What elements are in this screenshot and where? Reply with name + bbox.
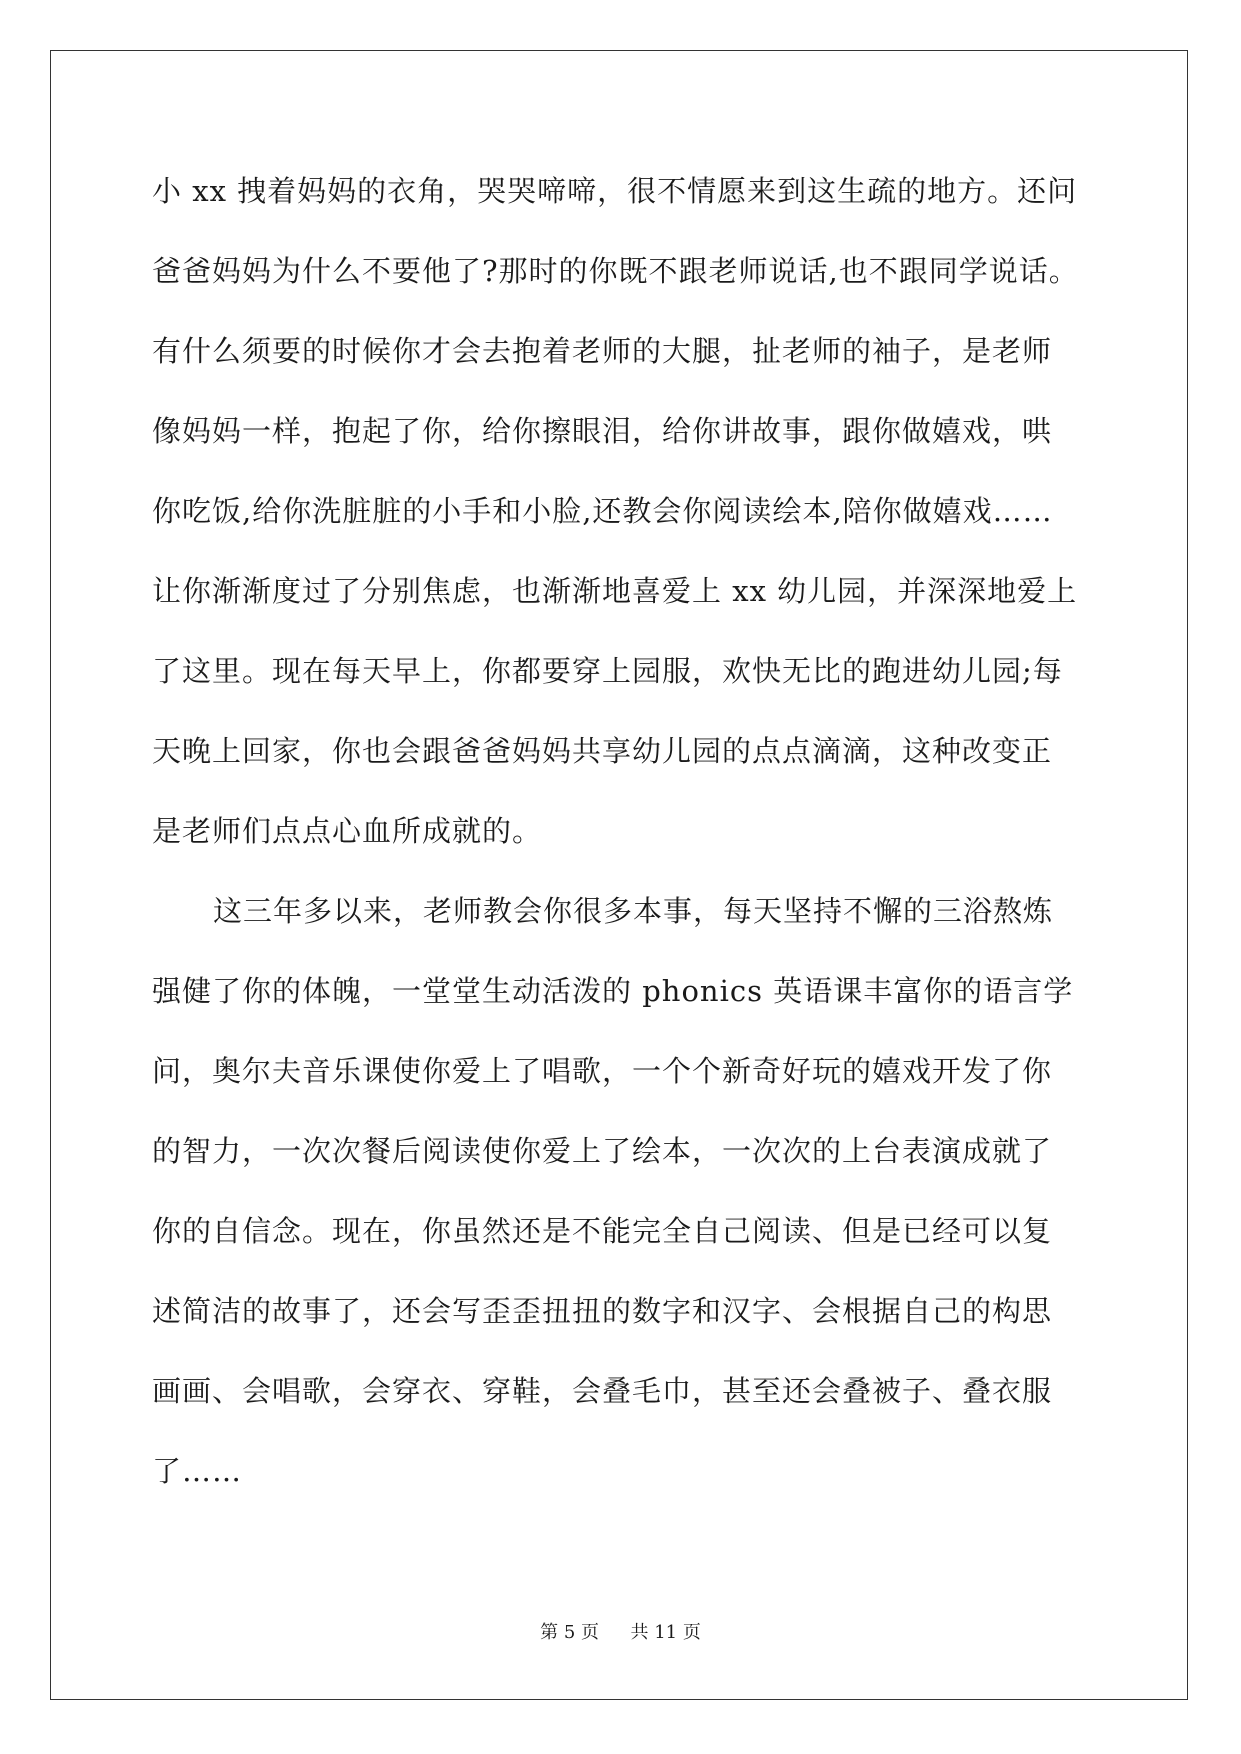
text-line: 问，奥尔夫音乐课使你爱上了唱歌，一个个新奇好玩的嬉戏开发了你 [152, 1054, 1053, 1088]
text-line: 你吃饭,给你洗脏脏的小手和小脸,还教会你阅读绘本,陪你做嬉戏…… [152, 494, 1053, 528]
page-number: 第 5 页 [540, 1622, 600, 1643]
text-line: 让你渐渐度过了分别焦虑，也渐渐地喜爱上 xx 幼儿园，并深深地爱上 [152, 574, 1078, 608]
page-total: 共 11 页 [630, 1622, 701, 1643]
text-line: 天晚上回家，你也会跟爸爸妈妈共享幼儿园的点点滴滴，这种改变正 [152, 734, 1053, 768]
text-line: 强健了你的体魄，一堂堂生动活泼的 phonics 英语课丰富你的语言学 [152, 974, 1074, 1008]
text-line: 你的自信念。现在，你虽然还是不能完全自己阅读、但是已经可以复 [152, 1214, 1053, 1248]
text-line: 像妈妈一样，抱起了你，给你擦眼泪，给你讲故事，跟你做嬉戏，哄 [152, 414, 1053, 448]
text-line: 有什么须要的时候你才会去抱着老师的大腿，扯老师的袖子，是老师 [152, 334, 1053, 368]
page-footer [0, 1618, 1241, 1644]
text-line: 爸爸妈妈为什么不要他了?那时的你既不跟老师说话,也不跟同学说话。 [152, 254, 1079, 288]
text-line: 小 xx 拽着妈妈的衣角，哭哭啼啼，很不情愿来到这生疏的地方。还问 [152, 174, 1078, 208]
text-line: 是老师们点点心血所成就的。 [152, 814, 543, 848]
paragraph-first-line: 这三年多以来，老师教会你很多本事，每天坚持不懈的三浴熬炼 [213, 894, 1054, 928]
text-line: 画画、会唱歌，会穿衣、穿鞋，会叠毛巾，甚至还会叠被子、叠衣服 [152, 1374, 1053, 1408]
text-line: 述简洁的故事了，还会写歪歪扭扭的数字和汉字、会根据自己的构思 [152, 1294, 1053, 1328]
text-line: 了…… [152, 1454, 243, 1488]
text-line: 的智力，一次次餐后阅读使你爱上了绘本，一次次的上台表演成就了 [152, 1134, 1053, 1168]
text-line: 了这里。现在每天早上，你都要穿上园服，欢快无比的跑进幼儿园;每 [152, 654, 1063, 688]
